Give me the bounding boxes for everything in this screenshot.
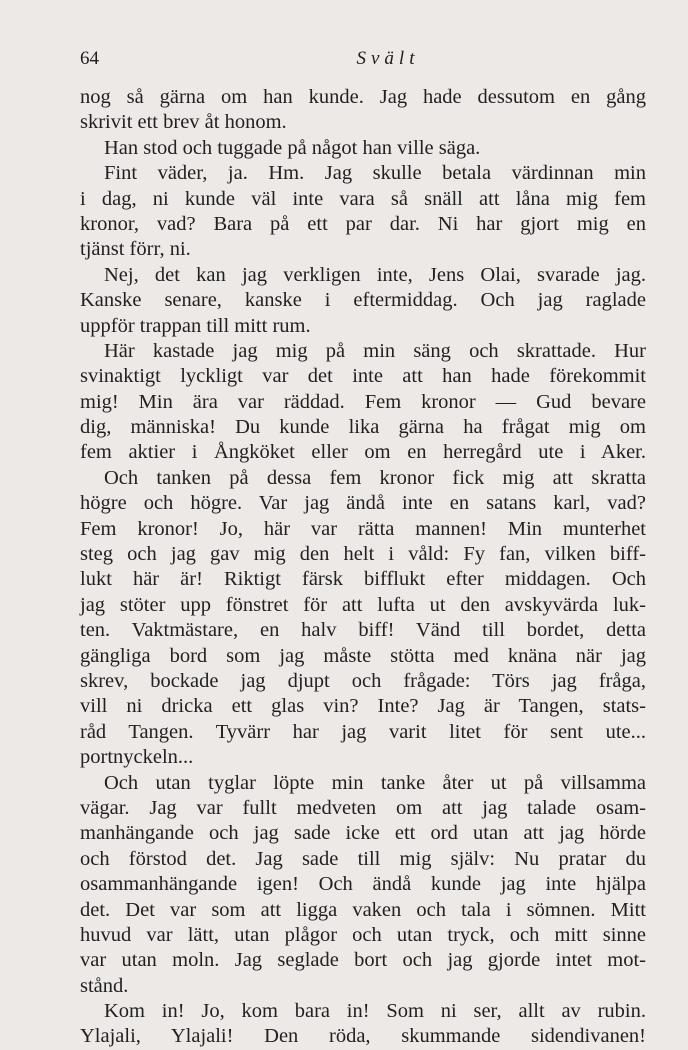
text-line: mig! Min ära var räddad. Fem kronor — Gud bevare bbox=[80, 390, 646, 413]
text-line: portnyckeln... bbox=[80, 746, 194, 769]
text-line: var utan moln. Jag seglade bort och jag gjorde intet mot- bbox=[80, 949, 646, 972]
page-header bbox=[80, 46, 646, 72]
text-line: ten. Vaktmästare, en halv biff! Vänd till bordet, detta bbox=[80, 619, 646, 642]
text-line: Ylajali, Ylajali! Den röda, skummande sidendivanen! bbox=[80, 1025, 646, 1048]
text-line: Han stod och tuggade på något han ville säga. bbox=[104, 136, 481, 159]
text-line: dig, människa! Du kunde lika gärna ha frågat mig om bbox=[80, 416, 646, 439]
text-line: nog så gärna om han kunde. Jag hade dessutom en gång bbox=[80, 86, 646, 108]
page-number: 64 bbox=[80, 48, 99, 69]
text-line: Fem kronor! Jo, här var rätta mannen! Min munterhet bbox=[80, 517, 646, 540]
text-line: vägar. Jag var fullt medveten om att jag talade osam- bbox=[80, 796, 646, 819]
text-line: huvud var lätt, utan plågor och utan tryck, och mitt sinne bbox=[80, 923, 646, 946]
text-line: kronor, vad? Bara på ett par dar. Ni har gjort mig en bbox=[80, 212, 646, 235]
text-line: skrev, bockade jag djupt och frågade: Törs jag fråga, bbox=[80, 669, 646, 692]
text-line: jag stöter upp fönstret för att lufta ut den avskyvärda luk- bbox=[80, 593, 646, 616]
text-line: det. Det var som att ligga vaken och tala i sömnen. Mitt bbox=[80, 898, 646, 921]
text-line: osammanhängande igen! Och ändå kunde jag inte hjälpa bbox=[80, 873, 646, 896]
text-line: Här kastade jag mig på min säng och skrattade. Hur bbox=[104, 339, 646, 362]
body-text bbox=[80, 85, 646, 1050]
text-line: steg och jag gav mig den helt i våld: Fy fan, vilken biff- bbox=[80, 543, 646, 566]
text-line: tjänst förr, ni. bbox=[80, 238, 191, 261]
text-line: Kom in! Jo, kom bara in! Som ni ser, allt av rubin. bbox=[104, 1000, 646, 1023]
text-line: lukt här är! Riktigt färsk bifflukt efter middagen. Och bbox=[80, 568, 646, 591]
text-line: i dag, ni kunde väl inte vara så snäll att låna mig fem bbox=[80, 187, 646, 210]
text-line: vill ni dricka ett glas vin? Inte? Jag är Tangen, stats- bbox=[80, 695, 646, 718]
text-line: fem aktier i Ångköket eller om en herregård ute i Aker. bbox=[80, 441, 646, 464]
text-line: gängliga bord som jag måste stötta med knäna när jag bbox=[80, 644, 646, 667]
text-line: Och tanken på dessa fem kronor fick mig att skratta bbox=[104, 466, 646, 489]
text-line: Och utan tyglar löpte min tanke åter ut på villsamma bbox=[104, 771, 646, 794]
text-line: råd Tangen. Tyvärr har jag varit litet för sent ute... bbox=[80, 720, 646, 743]
running-title: Svält bbox=[356, 48, 420, 69]
text-line: skrivit ett brev åt honom. bbox=[80, 111, 287, 134]
text-line: uppför trappan till mitt rum. bbox=[80, 314, 311, 337]
text-line: Kanske senare, kanske i eftermiddag. Och jag raglade bbox=[80, 289, 646, 312]
text-line: Nej, det kan jag verkligen inte, Jens Olai, svarade jag. bbox=[104, 263, 646, 286]
text-line: och förstod det. Jag sade till mig själv: Nu pratar du bbox=[80, 847, 646, 870]
text-line: högre och högre. Var jag ändå inte en satans karl, vad? bbox=[80, 492, 646, 515]
text-line: Fint väder, ja. Hm. Jag skulle betala värdinnan min bbox=[104, 162, 646, 185]
text-line: svinaktigt lyckligt var det inte att han hade förekommit bbox=[80, 365, 646, 388]
text-line: stånd. bbox=[80, 974, 129, 997]
text-line: manhängande och jag sade icke ett ord utan att jag hörde bbox=[80, 822, 646, 845]
